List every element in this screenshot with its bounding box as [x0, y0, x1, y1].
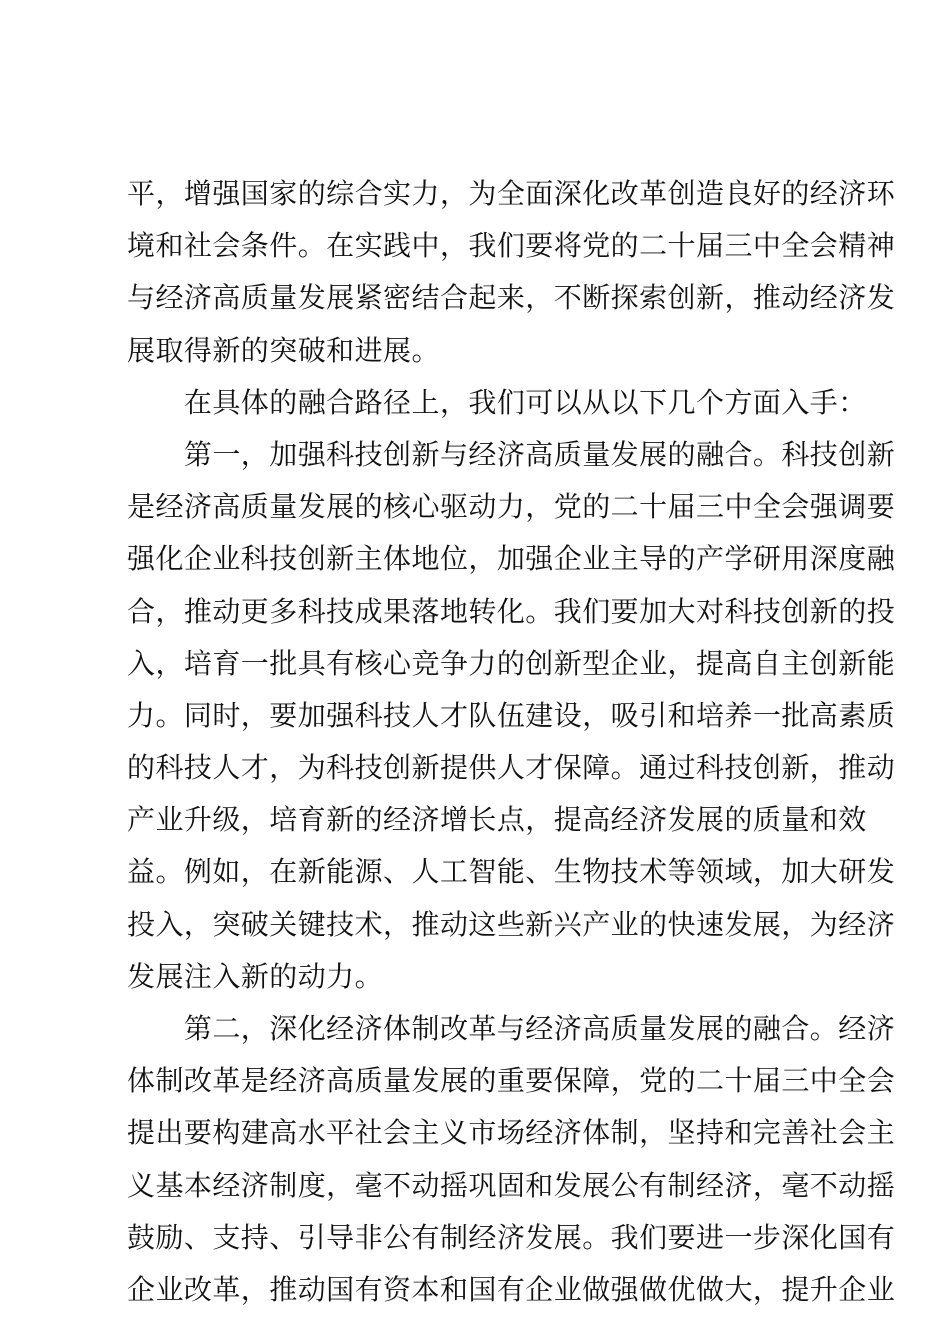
text-line: 鼓励、支持、引导非公有制经济发展。我们要进一步深化国有 — [127, 1220, 896, 1254]
text-line: 与经济高质量发展紧密结合起来，不断探索创新，推动经济发 — [127, 281, 896, 315]
text-line: 发展注入新的动力。 — [127, 959, 384, 993]
text-line: 的科技人才，为科技创新提供人才保障。通过科技创新，推动 — [127, 751, 896, 785]
text-line: 提出要构建高水平社会主义市场经济体制，坚持和完善社会主 — [127, 1116, 896, 1150]
text-line: 在具体的融合路径上，我们可以从以下几个方面入手： — [127, 385, 867, 419]
text-line: 合，推动更多科技成果落地转化。我们要加大对科技创新的投 — [127, 594, 896, 628]
text-line: 第二，深化经济体制改革与经济高质量发展的融合。经济 — [127, 1012, 896, 1045]
text-line: 第一，加强科技创新与经济高质量发展的融合。科技创新 — [127, 437, 896, 471]
text-line: 平，增强国家的综合实力，为全面深化改革创造良好的经济环 — [127, 177, 896, 210]
text-line: 境和社会条件。在实践中，我们要将党的二十届三中全会精神 — [127, 229, 896, 263]
text-line: 强化企业科技创新主体地位，加强企业主导的产学研用深度融 — [127, 542, 896, 576]
text-line: 体制改革是经济高质量发展的重要保障，党的二十届三中全会 — [127, 1064, 896, 1098]
text-line: 益。例如，在新能源、人工智能、生物技术等领域，加大研发 — [127, 855, 896, 889]
text-line: 力。同时，要加强科技人才队伍建设，吸引和培养一批高素质 — [127, 698, 896, 732]
text-line: 企业改革，推动国有资本和国有企业做强做优做大，提升企业 — [127, 1272, 896, 1306]
text-line: 展取得新的突破和进展。 — [127, 333, 440, 367]
body-text — [127, 168, 896, 1316]
text-line: 义基本经济制度，毫不动摇巩固和发展公有制经济，毫不动摇 — [127, 1168, 896, 1202]
text-line: 产业升级，培育新的经济增长点，提高经济发展的质量和效 — [127, 803, 867, 837]
text-line: 入，培育一批具有核心竞争力的创新型企业，提高自主创新能 — [127, 646, 896, 680]
text-line: 是经济高质量发展的核心驱动力，党的二十届三中全会强调要 — [127, 490, 896, 524]
text-line: 投入，突破关键技术，推动这些新兴产业的快速发展，为经济 — [127, 907, 896, 941]
